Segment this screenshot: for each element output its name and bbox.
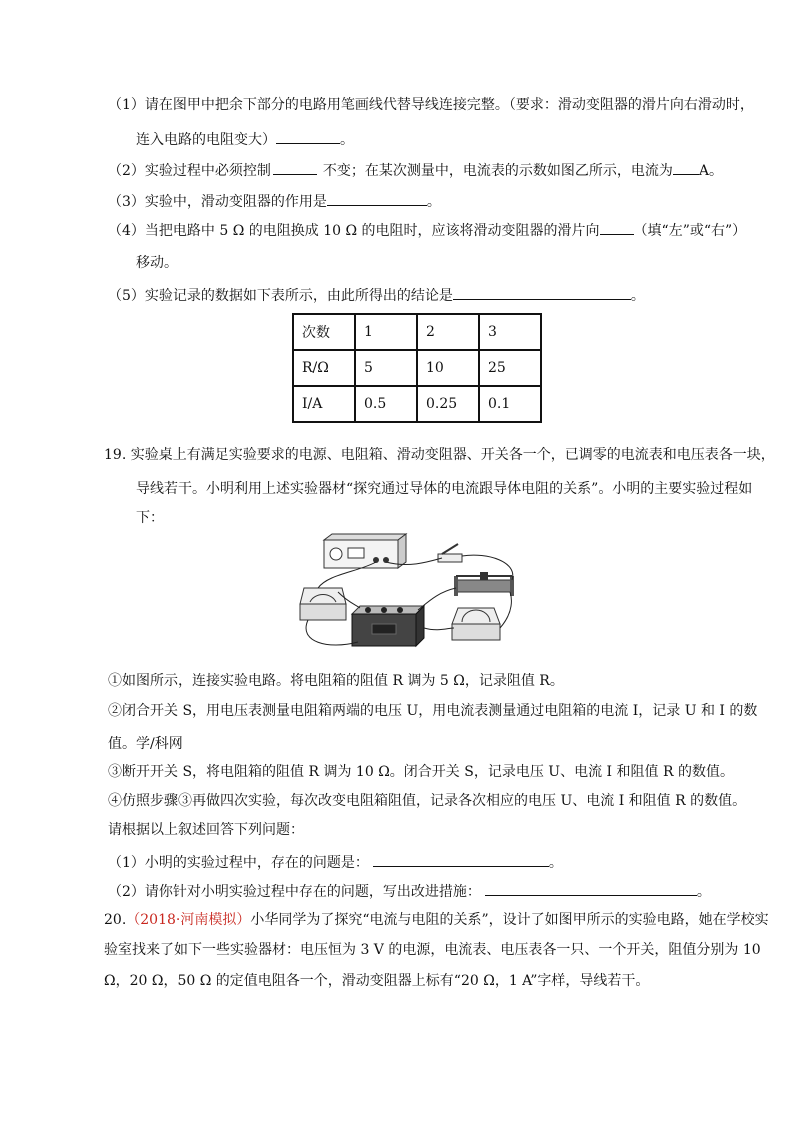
- q19-line2: 导线若干。小明利用上述实验器材“探究通过导体的电流跟导体电阻的关系”。小明的主要实验过程如: [136, 481, 753, 497]
- resistance-box-icon: [352, 606, 424, 646]
- q20-line1: 20.（2018·河南模拟）小华同学为了探究“电流与电阻的关系”，设计了如图甲所示的实验电路，她在学校实: [104, 912, 769, 928]
- q18-part4-line1: （4）当把电路中 5 Ω 的电阻换成 10 Ω 的电阻时，应该将滑动变阻器的滑片向 （填“左”或“右”）: [108, 220, 746, 241]
- answer-blank[interactable]: [453, 285, 631, 300]
- q19-step3: ③断开开关 S，将电阻箱的阻值 R 调为 10 Ω。闭合开关 S，记录电压 U、电流 I 和阻值 R 的数值。: [108, 764, 734, 780]
- table-cell: 1: [355, 314, 417, 350]
- q19-answer1: （1）小明的实验过程中，存在的问题是： 。: [108, 852, 563, 873]
- q19-step2-line1: ②闭合开关 S，用电压表测量电阻箱两端的电压 U，用电流表测量通过电阻箱的电流 I，记录 U 和 I 的数: [108, 703, 758, 719]
- table-cell: 0.1: [479, 386, 541, 422]
- table-cell: 5: [355, 350, 417, 386]
- source-tag: （2018·河南模拟）: [126, 912, 251, 928]
- table-cell: 0.5: [355, 386, 417, 422]
- q19-step1: ①如图所示，连接实验电路。将电阻箱的阻值 R 调为 5 Ω，记录阻值 R。: [108, 673, 564, 689]
- q19-step4: ④仿照步骤③再做四次实验，每次改变电阻箱阻值，记录各次相应的电压 U、电流 I 和阻值 R 的数值。: [108, 793, 747, 809]
- answer-blank[interactable]: [273, 160, 317, 175]
- apparatus-illustration: [288, 532, 520, 656]
- q20-line3: Ω，20 Ω，50 Ω 的定值电阻各一个，滑动变阻器上标有“20 Ω，1 A”字样，导线若干。: [104, 973, 650, 989]
- data-table: [292, 313, 542, 423]
- q18-part3: （3）实验中，滑动变阻器的作用是 。: [108, 191, 441, 212]
- q19-step2-line2: 值。学/科网: [108, 736, 183, 752]
- q20-line2: 验室找来了如下一些实验器材：电压恒为 3 V 的电源，电流表、电压表各一只、一个开关，阻值分别为 10: [104, 942, 761, 958]
- circuit-apparatus-figure: [288, 532, 520, 656]
- switch-icon: [438, 544, 462, 562]
- table-cell: 2: [417, 314, 479, 350]
- answer-blank[interactable]: [373, 852, 549, 867]
- table-cell: 次数: [293, 314, 355, 350]
- answer-blank[interactable]: [276, 129, 340, 144]
- q19-answer2: （2）请你针对小明实验过程中存在的问题，写出改进措施： 。: [108, 881, 711, 902]
- table-cell: R/Ω: [293, 350, 355, 386]
- slide-rheostat-icon: [454, 572, 514, 596]
- q18-part4-line2: 移动。: [136, 255, 178, 271]
- table-cell: 10: [417, 350, 479, 386]
- answer-blank[interactable]: [600, 220, 634, 235]
- q18-part2: （2）实验过程中必须控制 不变；在某次测量中，电流表的示数如图乙所示，电流为 A。: [108, 160, 723, 181]
- q19-line3: 下：: [136, 510, 164, 526]
- answer-blank[interactable]: [673, 160, 699, 175]
- power-supply-icon: [324, 534, 406, 568]
- table-cell: I/A: [293, 386, 355, 422]
- voltmeter-icon: [452, 608, 500, 640]
- q19-prompt: 请根据以上叙述回答下列问题：: [108, 822, 304, 838]
- table-cell: 3: [479, 314, 541, 350]
- table-row: [293, 386, 541, 422]
- q18-part1-line2: 连入电路的电阻变大） 。: [136, 129, 354, 150]
- answer-blank[interactable]: [485, 881, 697, 896]
- table-cell: 0.25: [417, 386, 479, 422]
- q19-line1: 19. 实验桌上有满足实验要求的电源、电阻箱、滑动变阻器、开关各一个，已调零的电流表和电压表各一块，: [104, 447, 775, 463]
- table-row: [293, 314, 541, 350]
- answer-blank[interactable]: [327, 191, 427, 206]
- q18-part5: （5）实验记录的数据如下表所示，由此所得出的结论是 。: [108, 285, 645, 306]
- table-cell: 25: [479, 350, 541, 386]
- table-row: [293, 350, 541, 386]
- q18-part1-line1: （1）请在图甲中把余下部分的电路用笔画线代替导线连接完整。（要求：滑动变阻器的滑片向右滑动时，: [108, 97, 754, 113]
